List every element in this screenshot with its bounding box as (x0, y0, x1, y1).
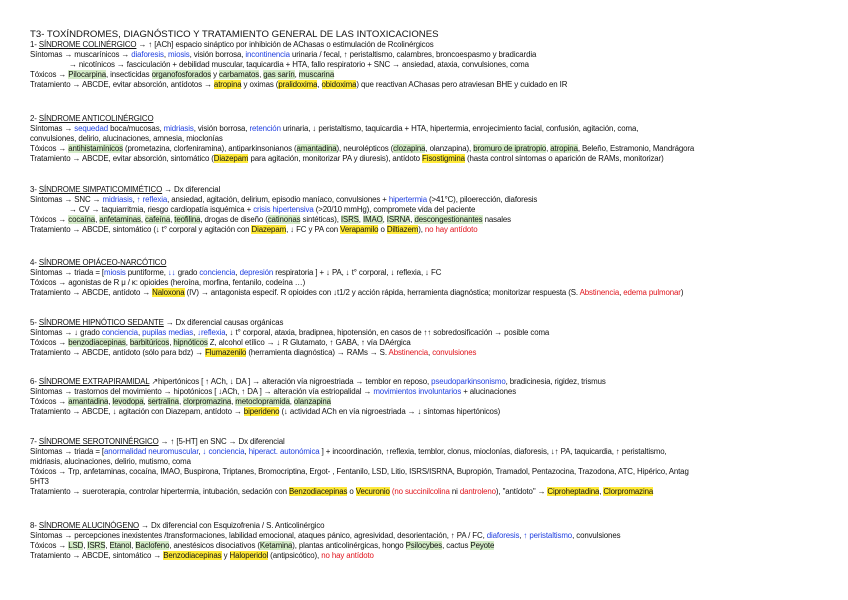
text-segment: , (259, 70, 264, 79)
highlighted-symptom: diaforesis (131, 50, 164, 59)
text-segment: , Beleño, Estramonio, Mandrágora (577, 144, 695, 153)
text-segment: para agitación, monitorizar PA y diuresis), antídoto (248, 154, 423, 163)
section-heading: SÍNDROME ALUCINÓGENO (38, 521, 140, 530)
toxic-agent-highlight: cocaína (68, 215, 96, 224)
highlighted-symptom: midriasis (163, 124, 194, 133)
text-line (30, 467, 842, 477)
text-segment: , (244, 447, 249, 456)
toxic-agent-highlight: catinonas (267, 215, 301, 224)
text-line (30, 348, 842, 358)
warning-text: no hay antídoto (321, 551, 374, 560)
text-segment: , (235, 268, 240, 277)
text-segment: , olanzapina), (425, 144, 474, 153)
toxic-agent-highlight: teofilina (174, 215, 201, 224)
text-line (30, 50, 842, 60)
toxic-agent-highlight: anfetaminas (99, 215, 141, 224)
toxic-agent-highlight: barbitúricos (129, 338, 170, 347)
text-segment: (IV) → antagonista especif. R opioides con ↓t1/2 y acción rápida, herramienta diagnóstica; monitorizar respuesta (S. (184, 288, 580, 297)
text-segment: , (132, 195, 137, 204)
toxic-agent-highlight: IMAO (362, 215, 383, 224)
text-segment: nasales (482, 215, 511, 224)
text-line (30, 487, 842, 497)
text-line (30, 338, 842, 348)
text-segment: Tóxicos → (30, 70, 69, 79)
text-segment: Tratamiento → ABCDE, antídoto (sólo para bdz) → (30, 348, 206, 357)
text-line (30, 288, 842, 298)
toxic-agent-highlight: antihistamínicos (68, 144, 123, 153)
text-segment: , insecticidas (105, 70, 152, 79)
toxidrome-section (30, 318, 842, 358)
text-segment: , convulsiones (572, 531, 621, 540)
toxidrome-section (30, 114, 842, 164)
text-segment: , (140, 215, 146, 224)
text-segment: ), neurolépticos ( (336, 144, 394, 153)
text-line (30, 215, 842, 225)
antidote-highlight: Diazepam (213, 154, 249, 163)
toxic-agent-highlight: carbamatos (219, 70, 260, 79)
text-segment: , (410, 215, 415, 224)
highlighted-symptom: miosis (104, 268, 126, 277)
text-line (30, 551, 842, 561)
highlighted-symptom: conciencia (199, 268, 236, 277)
toxic-agent-highlight: hipnóticos (173, 338, 208, 347)
text-segment: Tratamiento → sueroterapia, controlar hipertermia, intubación, sedación con (30, 487, 290, 496)
toxic-agent-highlight: Etanol (109, 541, 132, 550)
text-line (30, 60, 842, 70)
warning-text: edema pulmonar (623, 288, 681, 297)
document-title: T3- TOXÍNDROMES, DIAGNÓSTICO Y TRATAMIENTO GENERAL DE LAS INTOXICACIONES (30, 29, 439, 40)
antidote-highlight: obidoxima (321, 80, 357, 89)
text-line (30, 225, 842, 235)
text-segment: Síntomas → triada = [ (30, 447, 105, 456)
text-segment: → CV → taquiarritmia, riesgo cardiopatía isquémica + (69, 205, 254, 214)
text-line (30, 318, 842, 328)
text-segment: 6- (30, 377, 39, 386)
toxic-agent-highlight: sertralina (147, 397, 179, 406)
text-segment: → Dx diferencial (162, 185, 221, 194)
toxic-agent-highlight: ISRS (340, 215, 359, 224)
text-segment: , (108, 397, 113, 406)
section-heading: SÍNDROME OPIÁCEO-NARCÓTICO (38, 258, 167, 267)
text-segment: 5- (30, 318, 39, 327)
antidote-highlight: biperideno (243, 407, 280, 416)
text-line (30, 80, 842, 90)
text-segment: 1- (30, 40, 39, 49)
antidote-highlight: Diazepam (251, 225, 287, 234)
section-heading: SÍNDROME EXTRAPIRAMIDAL (38, 377, 150, 386)
text-segment: ni (449, 487, 460, 496)
text-segment: Tóxicos → agonistas de R μ / κ: opioides (heroína, morfina, fentanilo, codeína …) (30, 278, 306, 287)
toxic-agent-highlight: ISRNA (386, 215, 411, 224)
text-segment: , (619, 288, 624, 297)
toxidrome-section (30, 40, 842, 90)
highlighted-symptom: ↓↓ (167, 268, 176, 277)
text-segment: ) (680, 288, 684, 297)
toxic-agent-highlight: organofosforados (151, 70, 212, 79)
text-line (30, 541, 842, 551)
text-segment: → ↑ [ACh] espacio sináptico por inhibición de AChasas o estimulación de Rcolinérgicos (136, 40, 434, 49)
text-segment: grado (175, 268, 200, 277)
text-segment: ) que reactivan AChasas pero atraviesan BHE y cuidado en IR (356, 80, 568, 89)
text-segment: (↓ actividad ACh en vía nigroestriada → ↓ síntomas hipertónicos) (279, 407, 501, 416)
antidote-highlight: Vecuronio (355, 487, 390, 496)
antidote-highlight: Benzodiacepinas (163, 551, 222, 560)
text-segment: Tratamiento → ABCDE, ↓ agitación con Diazepam, antídoto → (30, 407, 244, 416)
text-segment: , (198, 447, 203, 456)
toxic-agent-highlight: muscarina (298, 70, 335, 79)
text-segment: + alucinaciones (461, 387, 517, 396)
text-segment: , (193, 328, 198, 337)
text-segment: , visión borrosa, (193, 124, 250, 133)
text-segment: Síntomas → ↓ grado (30, 328, 102, 337)
text-segment: , (137, 328, 143, 337)
warning-text: Abstinencia (388, 348, 429, 357)
text-segment: Tratamiento → ABCDE, sintomático → (30, 551, 164, 560)
text-line (30, 154, 842, 164)
antidote-highlight: Fisostigmina (422, 154, 465, 163)
highlighted-symptom: incontinencia (245, 50, 290, 59)
toxic-agent-highlight: cafeína (145, 215, 171, 224)
warning-text: (no succinilcolina (391, 487, 450, 496)
toxidrome-section (30, 521, 842, 561)
highlighted-symptom: retención (249, 124, 281, 133)
text-segment: ↗hipertónicos [ ↑ ACh, ↓ DA ] → alteración vía nigroestriada → temblor en reposo, (149, 377, 432, 386)
text-segment: Tóxicos → (30, 397, 69, 406)
text-line (30, 407, 842, 417)
toxic-agent-highlight: levodopa (112, 397, 144, 406)
highlighted-symptom: pupilas medias (142, 328, 194, 337)
toxic-agent-highlight: Peyote (470, 541, 495, 550)
text-line (30, 70, 842, 80)
text-segment: Síntomas → trastornos del movimiento → hipotónicos [ ↓ACh, ↑ DA ] → alteración vía estriopalidal → (30, 387, 374, 396)
text-segment: , (294, 70, 299, 79)
antidote-highlight: Haloperidol (229, 551, 269, 560)
text-segment: , (599, 487, 604, 496)
toxic-agent-highlight: Baclofeno (135, 541, 170, 550)
text-segment: → Dx diferencial causas orgánicas (163, 318, 284, 327)
toxidrome-section (30, 258, 842, 298)
text-segment: , (428, 348, 433, 357)
toxic-agent-highlight: Pilocarpina (68, 70, 106, 79)
text-segment: ), "antídoto" → (495, 487, 548, 496)
text-segment: , (169, 338, 174, 347)
warning-text: dantroleno (459, 487, 496, 496)
text-segment: → nicotínicos → fasciculación + debilidad muscular, taquicardia + HTA, fallo respiratorio + SNC → ansiedad, ataxia, convulsiones, coma (69, 60, 529, 69)
text-segment: , (105, 541, 110, 550)
text-line (30, 124, 842, 134)
text-segment: 8- (30, 521, 39, 530)
highlighted-symptom: ↑ reflexia (136, 195, 168, 204)
text-segment: , bradicinesia, rigidez, trismus (505, 377, 606, 386)
text-segment: , (131, 541, 136, 550)
text-segment: o (378, 225, 387, 234)
highlighted-symptom: sequedad (74, 124, 109, 133)
text-segment: Síntomas → muscarínicos → (30, 50, 132, 59)
antidote-highlight: Benzodiacepinas (289, 487, 348, 496)
text-segment: , anestésicos disociativos ( (169, 541, 260, 550)
text-segment: Síntomas → SNC → (30, 195, 103, 204)
highlighted-symptom: ↓reflexia (197, 328, 226, 337)
text-segment: Tóxicos → (30, 144, 69, 153)
toxic-agent-highlight: clozapina (393, 144, 426, 153)
text-segment: ] + incoordinación, ↑reflexia, temblor, clonus, mioclonías, diaforesis, ↓↑ PA, taquicardia, ↑ peristaltismo, (319, 447, 667, 456)
text-line (30, 477, 842, 487)
text-segment: Tóxicos → (30, 338, 69, 347)
toxidrome-section (30, 185, 842, 235)
text-segment: (>20/10 mmHg), compromete vida del paciente (313, 205, 476, 214)
antidote-highlight: Naloxona (152, 288, 185, 297)
text-segment: 2- (30, 114, 39, 123)
toxic-agent-highlight: benzodiacepinas (68, 338, 126, 347)
text-segment: (>41°C), piloerección, diaforesis (426, 195, 538, 204)
antidote-highlight: Diltiazem (386, 225, 419, 234)
highlighted-symptom: anormalidad neuromuscular (104, 447, 199, 456)
toxic-agent-highlight: Psilocybes (405, 541, 443, 550)
text-line (30, 134, 842, 144)
text-segment: Tóxicos → (30, 215, 69, 224)
highlighted-symptom: diaforesis (486, 531, 520, 540)
highlighted-symptom: miosis (167, 50, 190, 59)
text-segment: → ↑ [5-HT] en SNC → Dx diferencial (158, 437, 285, 446)
text-segment: , ↓ t° corporal, ataxia, bradipnea, hipotensión, en casos de ↑↑ sobredosificación → posible coma (225, 328, 550, 337)
toxic-agent-highlight: bromuro de ipratropio (473, 144, 547, 153)
text-segment: ), (418, 225, 425, 234)
text-segment: urinaria / fecal, ↑ peristaltismo, calambres, broncoespasmo y bradicardia (289, 50, 537, 59)
text-line (30, 195, 842, 205)
text-segment: Síntomas → percepciones inexistentes /transformaciones, labilidad emocional, ataques pánico, agresividad, desorientación, ↑ PA / FC, (30, 531, 487, 540)
text-segment: respiratoria ] + ↓ PA, ↓ t° corporal, ↓ reflexia, ↓ FC (273, 268, 442, 277)
highlighted-symptom: ↑ peristaltismo (523, 531, 573, 540)
antidote-highlight: pralidoxima (278, 80, 318, 89)
text-segment: boca/mucosas, (108, 124, 164, 133)
text-segment: , ansiedad, agitación, delirium, episodio maníaco, convulsiones + (167, 195, 389, 204)
text-line (30, 387, 842, 397)
toxic-agent-highlight: amantadina (296, 144, 337, 153)
toxic-agent-highlight: clorpromazina (183, 397, 232, 406)
text-segment: puntiforme, (125, 268, 168, 277)
text-segment: , (317, 80, 322, 89)
text-line (30, 40, 842, 50)
text-segment: (herramienta diagnóstica) → RAMs → S. (246, 348, 389, 357)
antidote-highlight: Clorpromazina (603, 487, 654, 496)
text-segment: (prometazina, clorfeniramina), antiparkinsonianos ( (122, 144, 297, 153)
text-segment: Síntomas → (30, 124, 75, 133)
text-segment: Tratamiento → ABCDE, antídoto → (30, 288, 153, 297)
highlighted-symptom: movimientos involuntarios (373, 387, 462, 396)
text-segment: midriasis, alucinaciones, delirio, mutismo, coma (30, 457, 191, 466)
text-segment: 5HT3 (30, 477, 49, 486)
text-line (30, 144, 842, 154)
text-line (30, 114, 842, 124)
warning-text: Abstinencia (579, 288, 620, 297)
toxidrome-section (30, 377, 842, 417)
highlighted-symptom: pseudoparkinsonismo (431, 377, 506, 386)
text-segment: 7- (30, 437, 39, 446)
text-segment: , (546, 144, 551, 153)
toxic-agent-highlight: olanzapina (293, 397, 331, 406)
text-segment: Tratamiento → ABCDE, evitar absorción, antídotos → (30, 80, 214, 89)
text-segment: , (382, 215, 387, 224)
text-segment: Z, alcohol etílico → ↓ R Glutamato, ↑ GABA, ↑ vía DAérgica (207, 338, 411, 347)
toxic-agent-highlight: descongestionantes (414, 215, 483, 224)
section-heading: SÍNDROME HIPNÓTICO SEDANTE (38, 318, 164, 327)
text-line (30, 397, 842, 407)
text-line (30, 268, 842, 278)
text-segment: (antipsicótico), (268, 551, 322, 560)
text-segment: Tratamiento → ABCDE, sintomático (↓ t° corporal y agitación con (30, 225, 252, 234)
text-segment: o (347, 487, 356, 496)
highlighted-symptom: hiperact. autonómica (248, 447, 320, 456)
text-segment: , (143, 397, 148, 406)
text-line (30, 185, 842, 195)
text-segment: , (125, 338, 130, 347)
highlighted-symptom: hipertermia (388, 195, 427, 204)
text-segment: ), plantas anticolinérgicas, hongo (292, 541, 406, 550)
highlighted-symptom: depresión (239, 268, 274, 277)
text-segment: sintéticas), (300, 215, 341, 224)
toxic-agent-highlight: gas sarín (263, 70, 295, 79)
text-segment: , (289, 397, 294, 406)
section-heading: SÍNDROME ANTICOLINÉRGICO (38, 114, 154, 123)
text-segment: convulsiones, delirio, alucinaciones, amnesia, mioclonías (30, 134, 223, 143)
text-segment: , (163, 50, 168, 59)
antidote-highlight: atropina (213, 80, 242, 89)
text-line (30, 258, 842, 268)
text-segment: Síntomas → triada = [ (30, 268, 105, 277)
text-segment: , visión borrosa, (189, 50, 246, 59)
text-segment: urinaria, ↓ peristaltismo, taquicardia + HTA, hipertermia, enrojecimiento facial, confusión, agitación, coma, (280, 124, 639, 133)
text-line (30, 521, 842, 531)
highlighted-symptom: ↓ conciencia (202, 447, 245, 456)
text-segment: , (231, 397, 236, 406)
text-line (30, 437, 842, 447)
text-line (30, 447, 842, 457)
toxic-agent-highlight: atropina (550, 144, 578, 153)
toxic-agent-highlight: metoclopramida (235, 397, 290, 406)
text-segment: y (221, 551, 230, 560)
toxic-agent-highlight: amantadina (68, 397, 109, 406)
text-segment: 3- (30, 185, 39, 194)
text-segment: y (211, 70, 220, 79)
warning-text: no hay antídoto (424, 225, 478, 234)
antidote-highlight: Flumazenilo (205, 348, 247, 357)
warning-text: convulsiones (432, 348, 477, 357)
text-segment: , cactus (442, 541, 471, 550)
antidote-highlight: Verapamilo (340, 225, 379, 234)
text-line (30, 531, 842, 541)
text-line (30, 377, 842, 387)
highlighted-symptom: conciencia (101, 328, 138, 337)
section-heading: SÍNDROME SEROTONINÉRGICO (38, 437, 159, 446)
text-segment: , drogas de diseño ( (200, 215, 268, 224)
section-heading: SÍNDROME COLINÉRGICO (38, 40, 137, 49)
text-segment: , (358, 215, 363, 224)
text-segment: 4- (30, 258, 39, 267)
text-segment: Tóxicos → Trp, anfetaminas, cocaína, IMAO, Buspirona, Triptanes, Bromocriptina, Ergot- , Fentanilo, LSD, Litio, ISRS/ISRNA, Bupropión, Tramadol, Pentazocina, Trazodona, ATC, Hipérico, Antag (30, 467, 689, 476)
text-line (30, 328, 842, 338)
antidote-highlight: Ciproheptadina (547, 487, 600, 496)
toxic-agent-highlight: Ketamina (259, 541, 293, 550)
text-segment: , (170, 215, 175, 224)
text-segment: , (519, 531, 524, 540)
text-segment: , ↓ FC y PA con (286, 225, 341, 234)
highlighted-symptom: crisis hipertensiva (253, 205, 314, 214)
text-segment: → Dx diferencial con Esquizofrenia / S. Anticolinérgico (139, 521, 325, 530)
section-heading: SÍNDROME SIMPATICOMIMÉTICO (38, 185, 163, 194)
text-line (30, 457, 842, 467)
toxic-agent-highlight: LSD (68, 541, 84, 550)
text-segment: , (178, 397, 184, 406)
text-segment: y oximas ( (241, 80, 279, 89)
text-line (30, 278, 842, 288)
text-segment: Tóxicos → (30, 541, 69, 550)
text-segment: , (83, 541, 88, 550)
toxic-agent-highlight: ISRS (87, 541, 106, 550)
toxidrome-section (30, 437, 842, 497)
text-segment: Tratamiento → ABCDE, evitar absorción, sintomático ( (30, 154, 214, 163)
text-line (30, 205, 842, 215)
text-segment: , (95, 215, 100, 224)
highlighted-symptom: midriasis (102, 195, 133, 204)
text-segment: (hasta control síntomas o aparición de RAMs, monitorizar) (464, 154, 664, 163)
